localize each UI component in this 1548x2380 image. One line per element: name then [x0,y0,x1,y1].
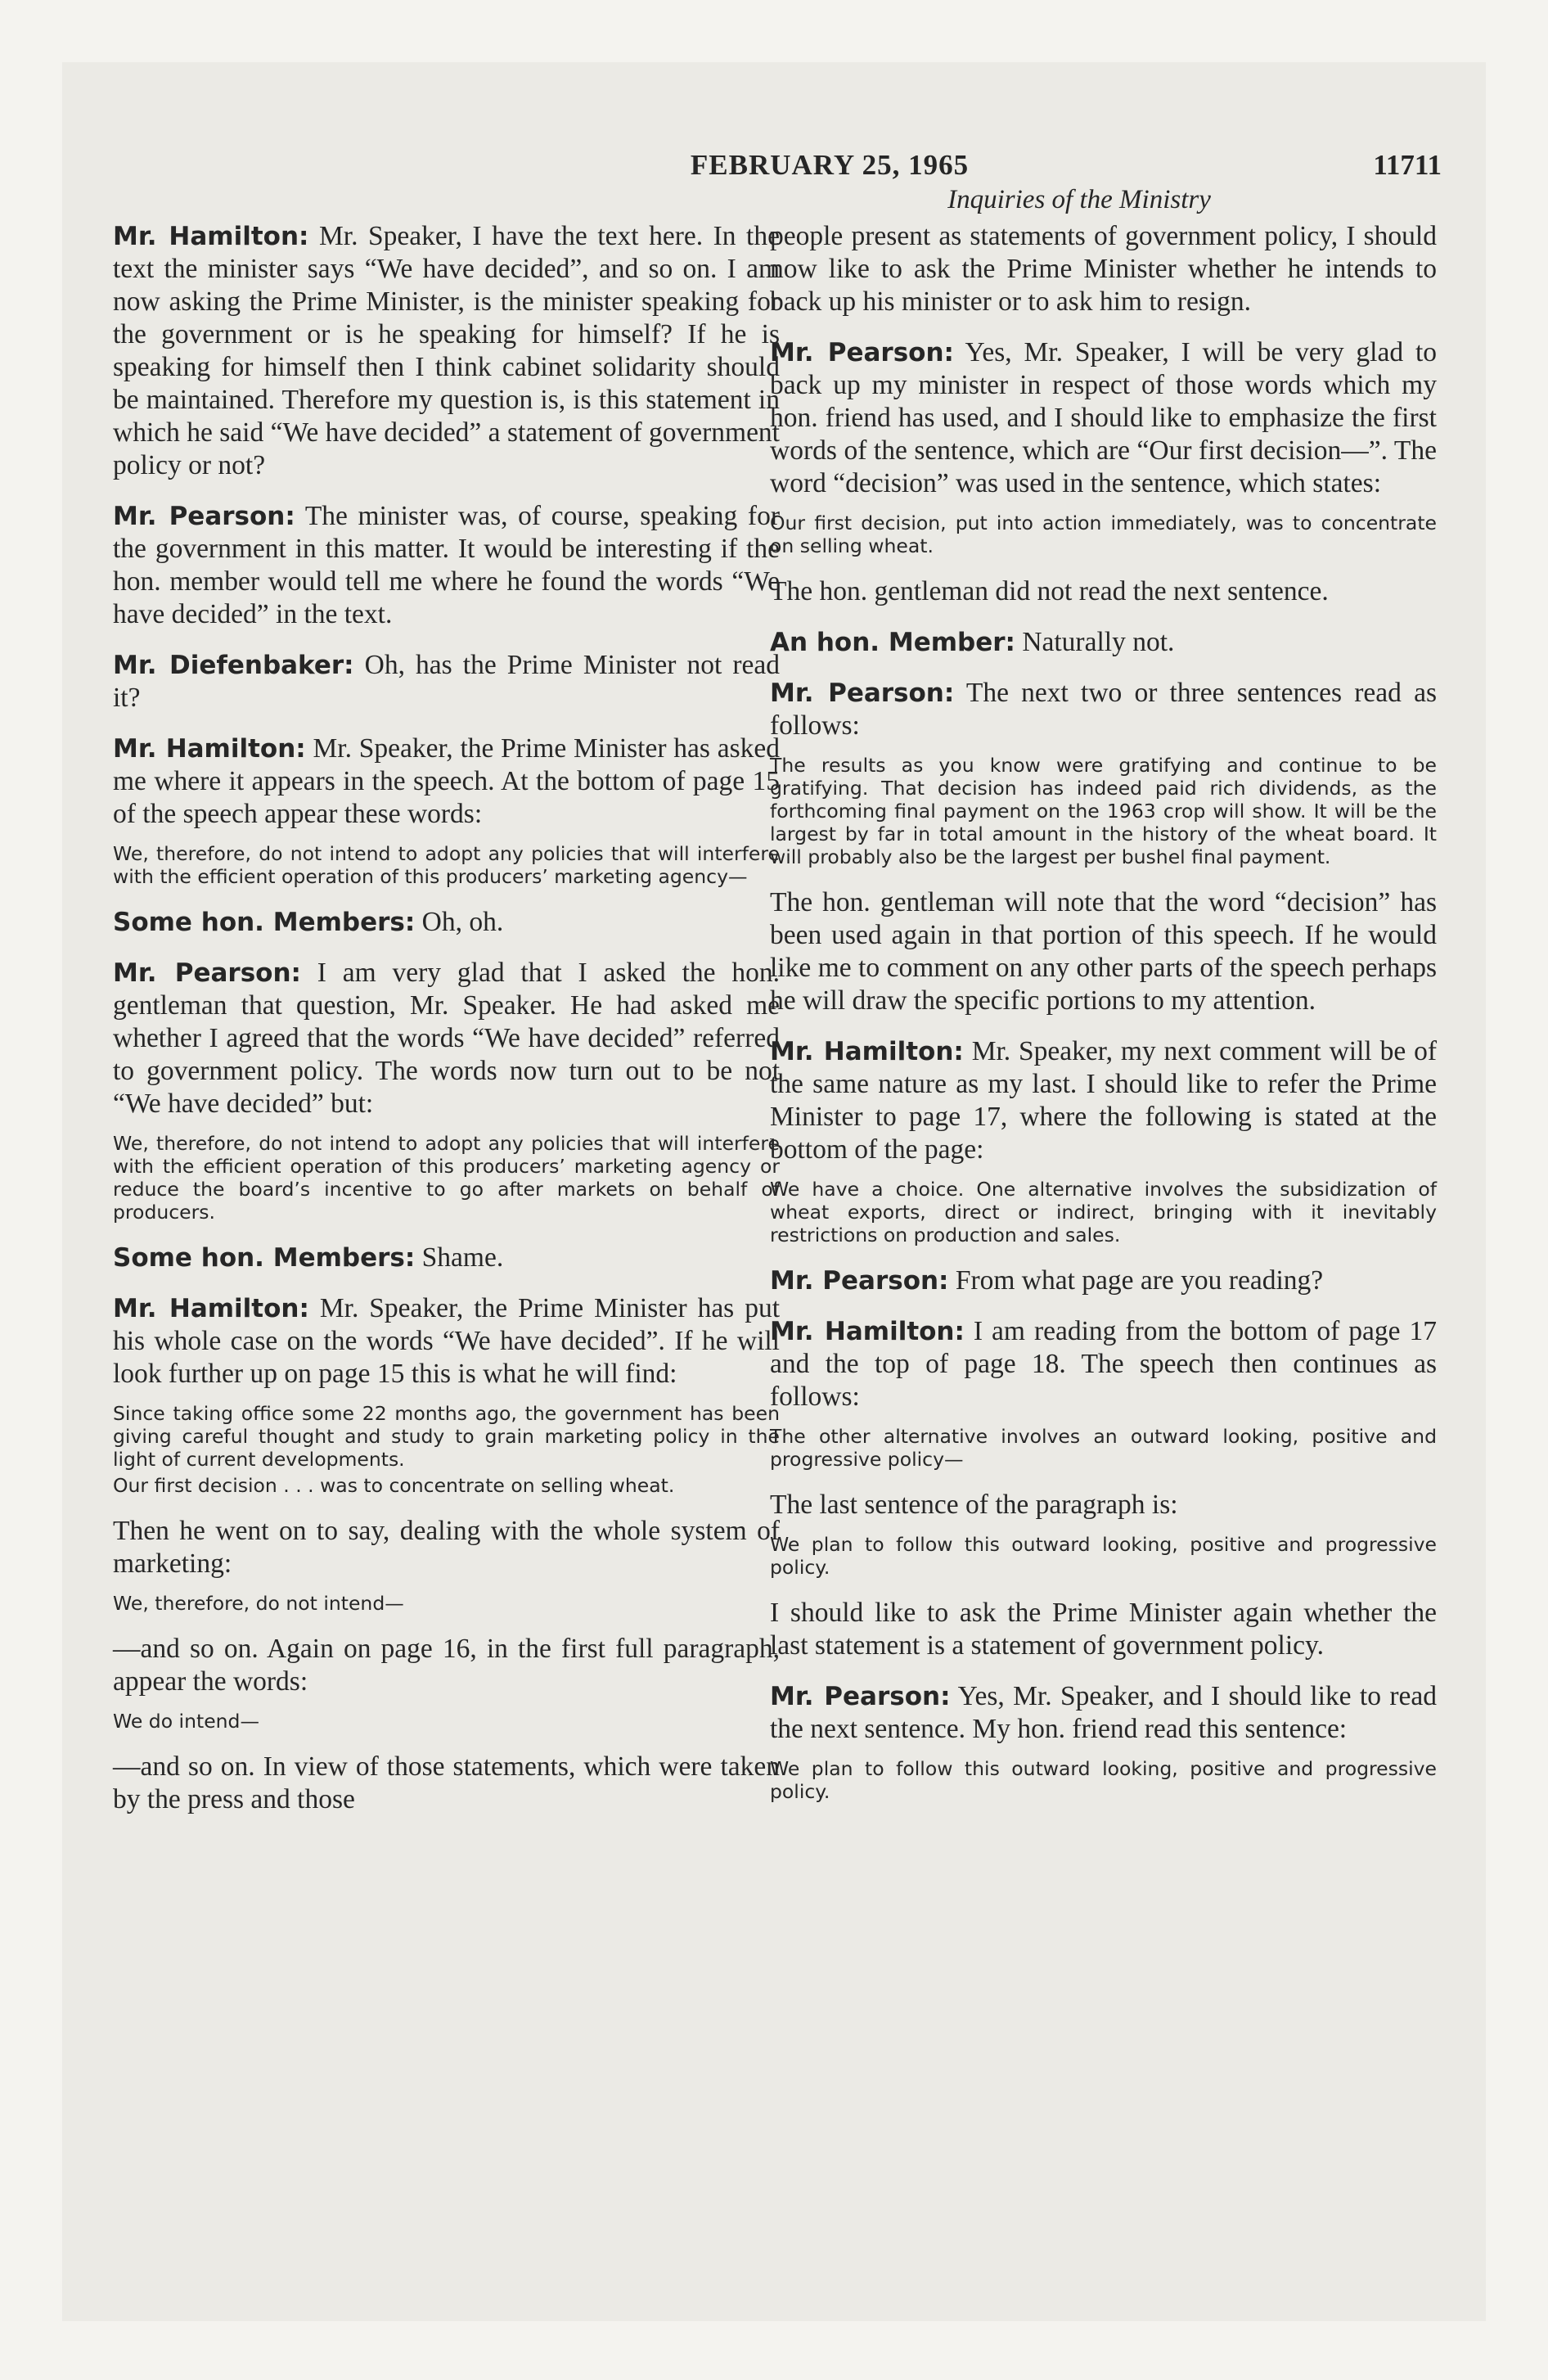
speaker-name: Mr. Hamilton: [770,1317,965,1346]
page-date-header: FEBRUARY 25, 1965 [690,149,970,181]
speaker-name: An hon. Member: [770,628,1015,657]
speaker-name: Mr. Diefenbaker: [113,651,354,680]
body-paragraph: I should like to ask the Prime Minister again whether the last statement is a statement of government policy. [770,1598,1437,1661]
speech-paragraph [113,1292,780,1391]
quoted-passage: Our first decision . . . was to concentrate on selling wheat. [113,1474,675,1497]
speaker-name: Mr. Pearson: [113,958,301,988]
quoted-passage: We, therefore, do not intend to adopt any policies that will interfere with the efficient operation of this producers’ marketing agency— [113,842,780,888]
speech-text: Mr. Speaker, I have the text here. In the text the minister says “We have decided”, and so on. I am now asking the Prime Minister, is the minister speaking for the government or is he speaking for himself? If he is speaking for himself then I think cabinet solidarity should be maintained. Therefore my question is, is this statement in which he said “We have decided” a statement of government policy or not? [113,221,780,480]
body-paragraph: Then he went on to say, dealing with the whole system of marketing: [113,1516,780,1579]
speaker-name: Mr. Pearson: [770,1266,949,1296]
speech-paragraph [113,732,780,831]
speech-text: I am reading from the bottom of page 17 and the top of page 18. The speech then continues as follows: [770,1316,1437,1412]
body-paragraph: people present as statements of government policy, I should now like to ask the Prime Minister whether he intends to back up his minister or to ask him to resign. [770,221,1437,317]
quoted-passage: We, therefore, do not intend to adopt any policies that will interfere with the efficient operation of this producers’ marketing agency or reduce the board’s incentive to go after markets on behalf of producers. [113,1132,780,1224]
speech-text: Yes, Mr. Speaker, I will be very glad to back up my minister in respect of those words which my hon. friend has used, and I should like to emphasize the first words of the sentence, which are “Our first decision—”. The word “decision” was used in the sentence, which states: [770,337,1437,498]
speech-paragraph [770,336,1437,500]
speech-text: Mr. Speaker, my next comment will be of the same nature as my last. I should like to refer the Prime Minister to page 17, where the following is stated at the bottom of the page: [770,1036,1438,1165]
speech-paragraph [770,1315,1437,1413]
speech-paragraph [113,649,780,714]
speech-text: Mr. Speaker, the Prime Minister has asked me where it appears in the speech. At the bottom of page 15 of the speech appear these words: [113,733,781,829]
speech-paragraph [770,677,1437,742]
speech-paragraph [770,1035,1437,1166]
speaker-name: Some hon. Members: [113,1243,416,1273]
document-page [62,62,1486,2321]
speech-text: Yes, Mr. Speaker, and I should like to read the next sentence. My hon. friend read this sentence: [770,1681,1437,1744]
speech-text: The next two or three sentences read as follows: [770,678,1437,741]
quoted-passage: We plan to follow this outward looking, positive and progressive policy. [770,1533,1437,1579]
speech-paragraph [770,1680,1437,1746]
quoted-passage: We, therefore, do not intend— [113,1592,404,1615]
body-paragraph: —and so on. In view of those statements, which were taken by the press and those [113,1751,780,1814]
speaker-name: Mr. Hamilton: [113,734,306,764]
speech-text: I am very glad that I asked the hon. gentleman that question, Mr. Speaker. He had asked me whether I agreed that the words “We have decided” referred to government policy. The words now turn out to be not “We have decided” but: [113,958,781,1119]
speaker-name: Mr. Pearson: [113,502,295,531]
quoted-passage: We plan to follow this outward looking, positive and progressive policy. [770,1757,1437,1803]
page-number: 11711 [1373,149,1442,181]
speech-text: Shame. [421,1242,504,1273]
quoted-passage: Our first decision, put into action immediately, was to concentrate on selling wheat. [770,512,1437,557]
right-column [770,220,1437,1821]
speech-text: Mr. Speaker, the Prime Minister has put his whole case on the words “We have decided”. If he will look further up on page 15 this is what he will find: [113,1293,780,1389]
speech-text: Oh, oh. [421,907,504,937]
speech-paragraph [113,500,780,631]
quoted-passage: We do intend— [113,1710,259,1733]
speaker-name: Mr. Pearson: [770,338,954,367]
speaker-name: Mr. Hamilton: [113,222,309,251]
speaker-name: Some hon. Members: [113,908,416,937]
speech-text: The minister was, of course, speaking for the government in this matter. It would be interesting if the hon. member would tell me where he found the words “We have decided” in the text. [113,501,780,629]
speaker-name: Mr. Pearson: [770,678,955,708]
body-paragraph: —and so on. Again on page 16, in the first full paragraph, appear the words: [113,1634,780,1697]
quoted-passage: We have a choice. One alternative involves the subsidization of wheat exports, direct or indirect, bringing with it inevitably restrictions on production and sales. [770,1178,1437,1246]
speaker-name: Mr. Hamilton: [113,1294,309,1323]
speech-paragraph [113,220,780,482]
speech-paragraph [113,906,780,939]
body-paragraph: The hon. gentleman did not read the next sentence. [770,576,1329,606]
body-paragraph: The last sentence of the paragraph is: [770,1490,1178,1520]
speech-paragraph [770,1264,1437,1297]
body-paragraph: The hon. gentleman will note that the word “decision” has been used again in that portion of this speech. If he would like me to comment on any other parts of the speech perhaps he will draw the specific portions to my attention. [770,887,1437,1016]
quoted-passage: The other alternative involves an outward looking, positive and progressive policy— [770,1425,1437,1471]
quoted-passage: Since taking office some 22 months ago, the government has been giving careful thought and study to grain marketing policy in the light of current developments. [113,1402,780,1471]
speech-text: Oh, has the Prime Minister not read it? [113,650,780,713]
speech-paragraph [113,957,780,1120]
left-column [113,220,780,1834]
speech-paragraph [770,626,1437,659]
speech-text: Naturally not. [1022,627,1175,657]
speech-text: From what page are you reading? [955,1265,1324,1296]
section-subtitle: Inquiries of the Ministry [947,185,1211,214]
speaker-name: Mr. Hamilton: [770,1037,964,1066]
speech-paragraph [113,1242,780,1274]
quoted-passage: The results as you know were gratifying and continue to be gratifying. That decision has indeed paid rich dividends, as the forthcoming final payment on the 1963 crop will show. It will be the largest by far in total amount in the history of the wheat board. It will probably also be the largest per bushel final payment. [770,754,1437,868]
speaker-name: Mr. Pearson: [770,1682,951,1711]
